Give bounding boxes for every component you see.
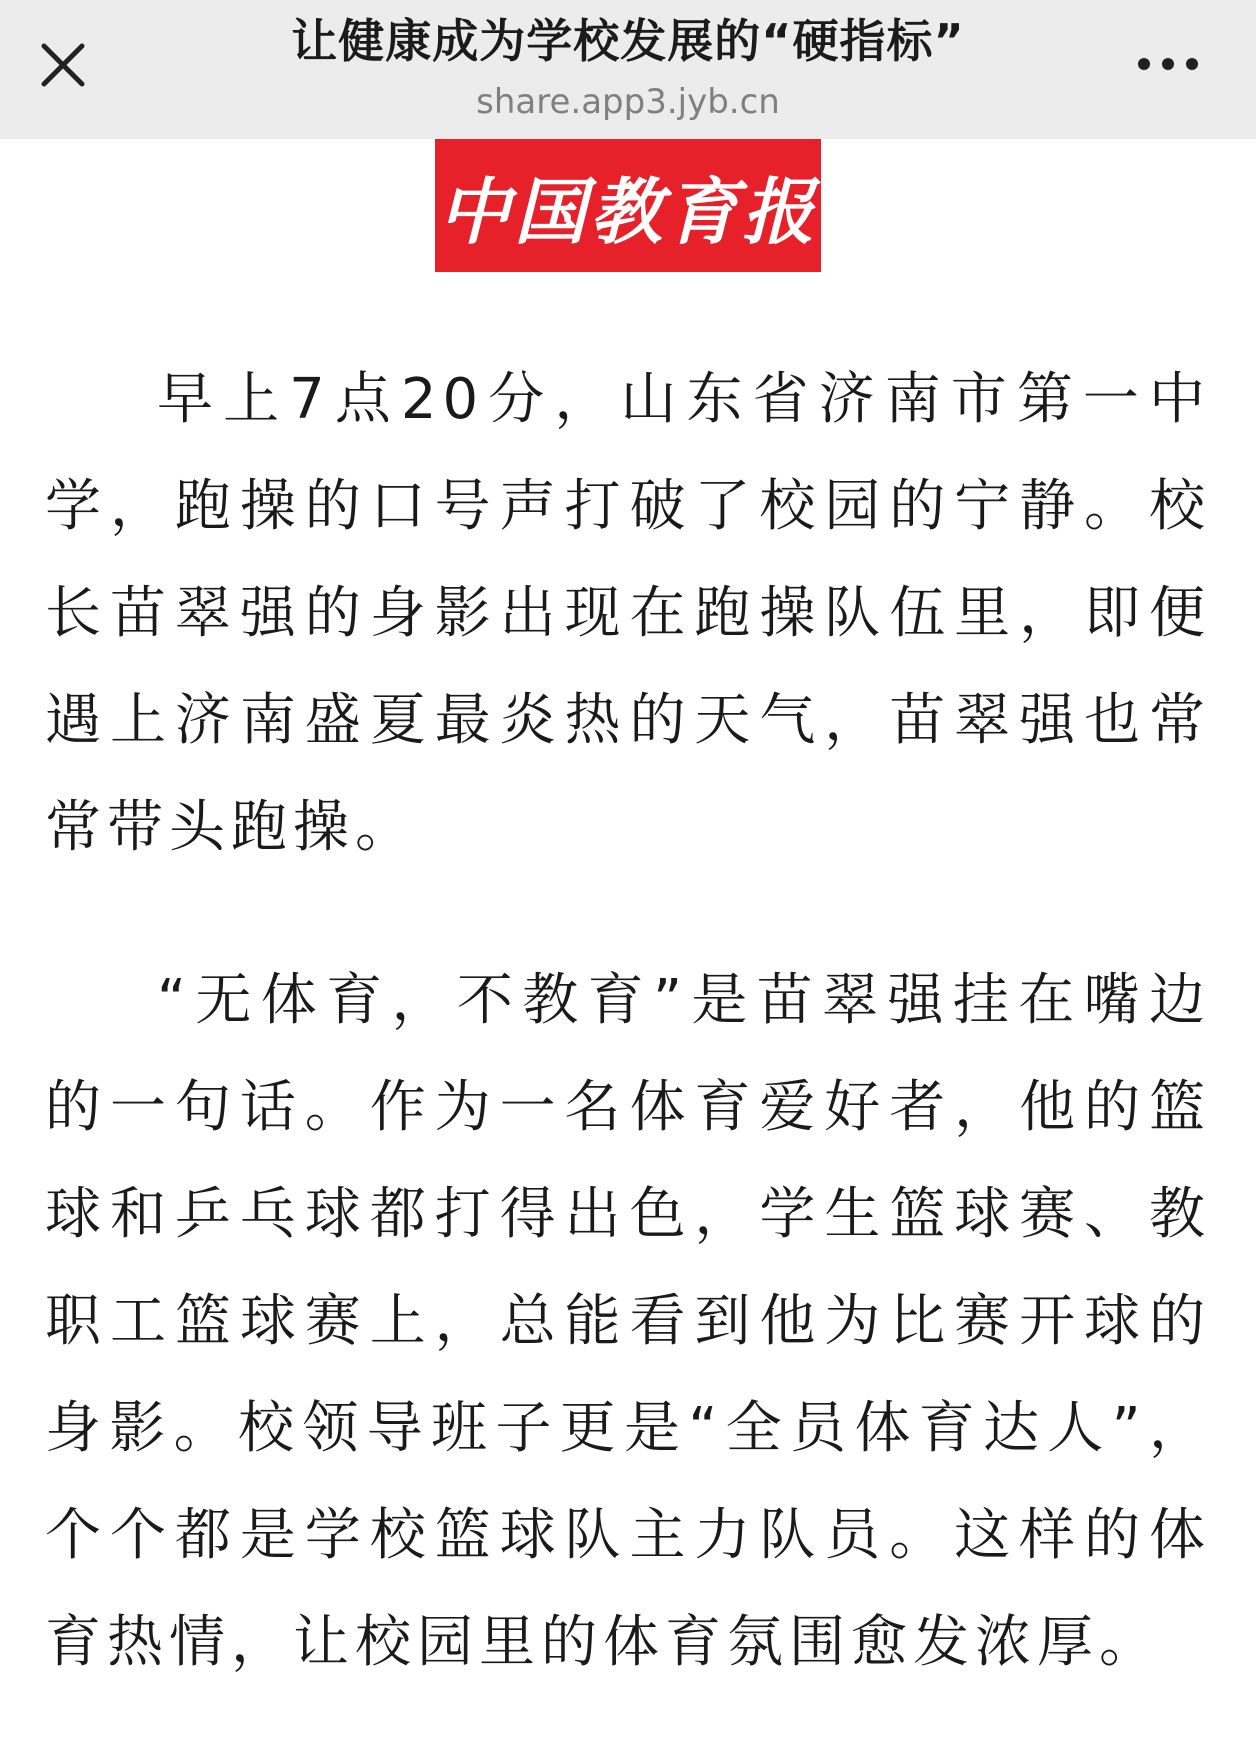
newspaper-logo <box>435 139 821 272</box>
title-area <box>160 10 1096 124</box>
article-paragraph: 早上7点20分，山东省济南市第一中学，跑操的口号声打破了校园的宁静。校长苗翠强的身影出现在跑操队伍里，即便遇上济南盛夏最炎热的天气，苗翠强也常常带头跑操。 <box>45 367 1211 860</box>
page-title: 让健康成为学校发展的“硬指标” <box>291 14 965 68</box>
page-url: share.app3.jyb.cn <box>476 82 780 122</box>
close-icon <box>30 32 96 98</box>
more-options-button[interactable] <box>1128 44 1208 84</box>
article-body <box>45 346 1211 1696</box>
top-navigation-bar <box>0 0 1256 139</box>
more-dots-icon <box>1128 44 1208 84</box>
close-button[interactable] <box>30 32 96 98</box>
article-paragraph: “无体育，不教育”是苗翠强挂在嘴边的一句话。作为一名体育爱好者，他的篮球和乒乓球都打得出色，学生篮球赛、教职工篮球赛上，总能看到他为比赛开球的身影。校领导班子更是“全员体育达人”，个个都是学校篮球队主力队员。这样的体育热情，让校园里的体育氛围愈发浓厚。 <box>45 968 1211 1675</box>
logo-text: 中国教育报 <box>437 168 818 254</box>
